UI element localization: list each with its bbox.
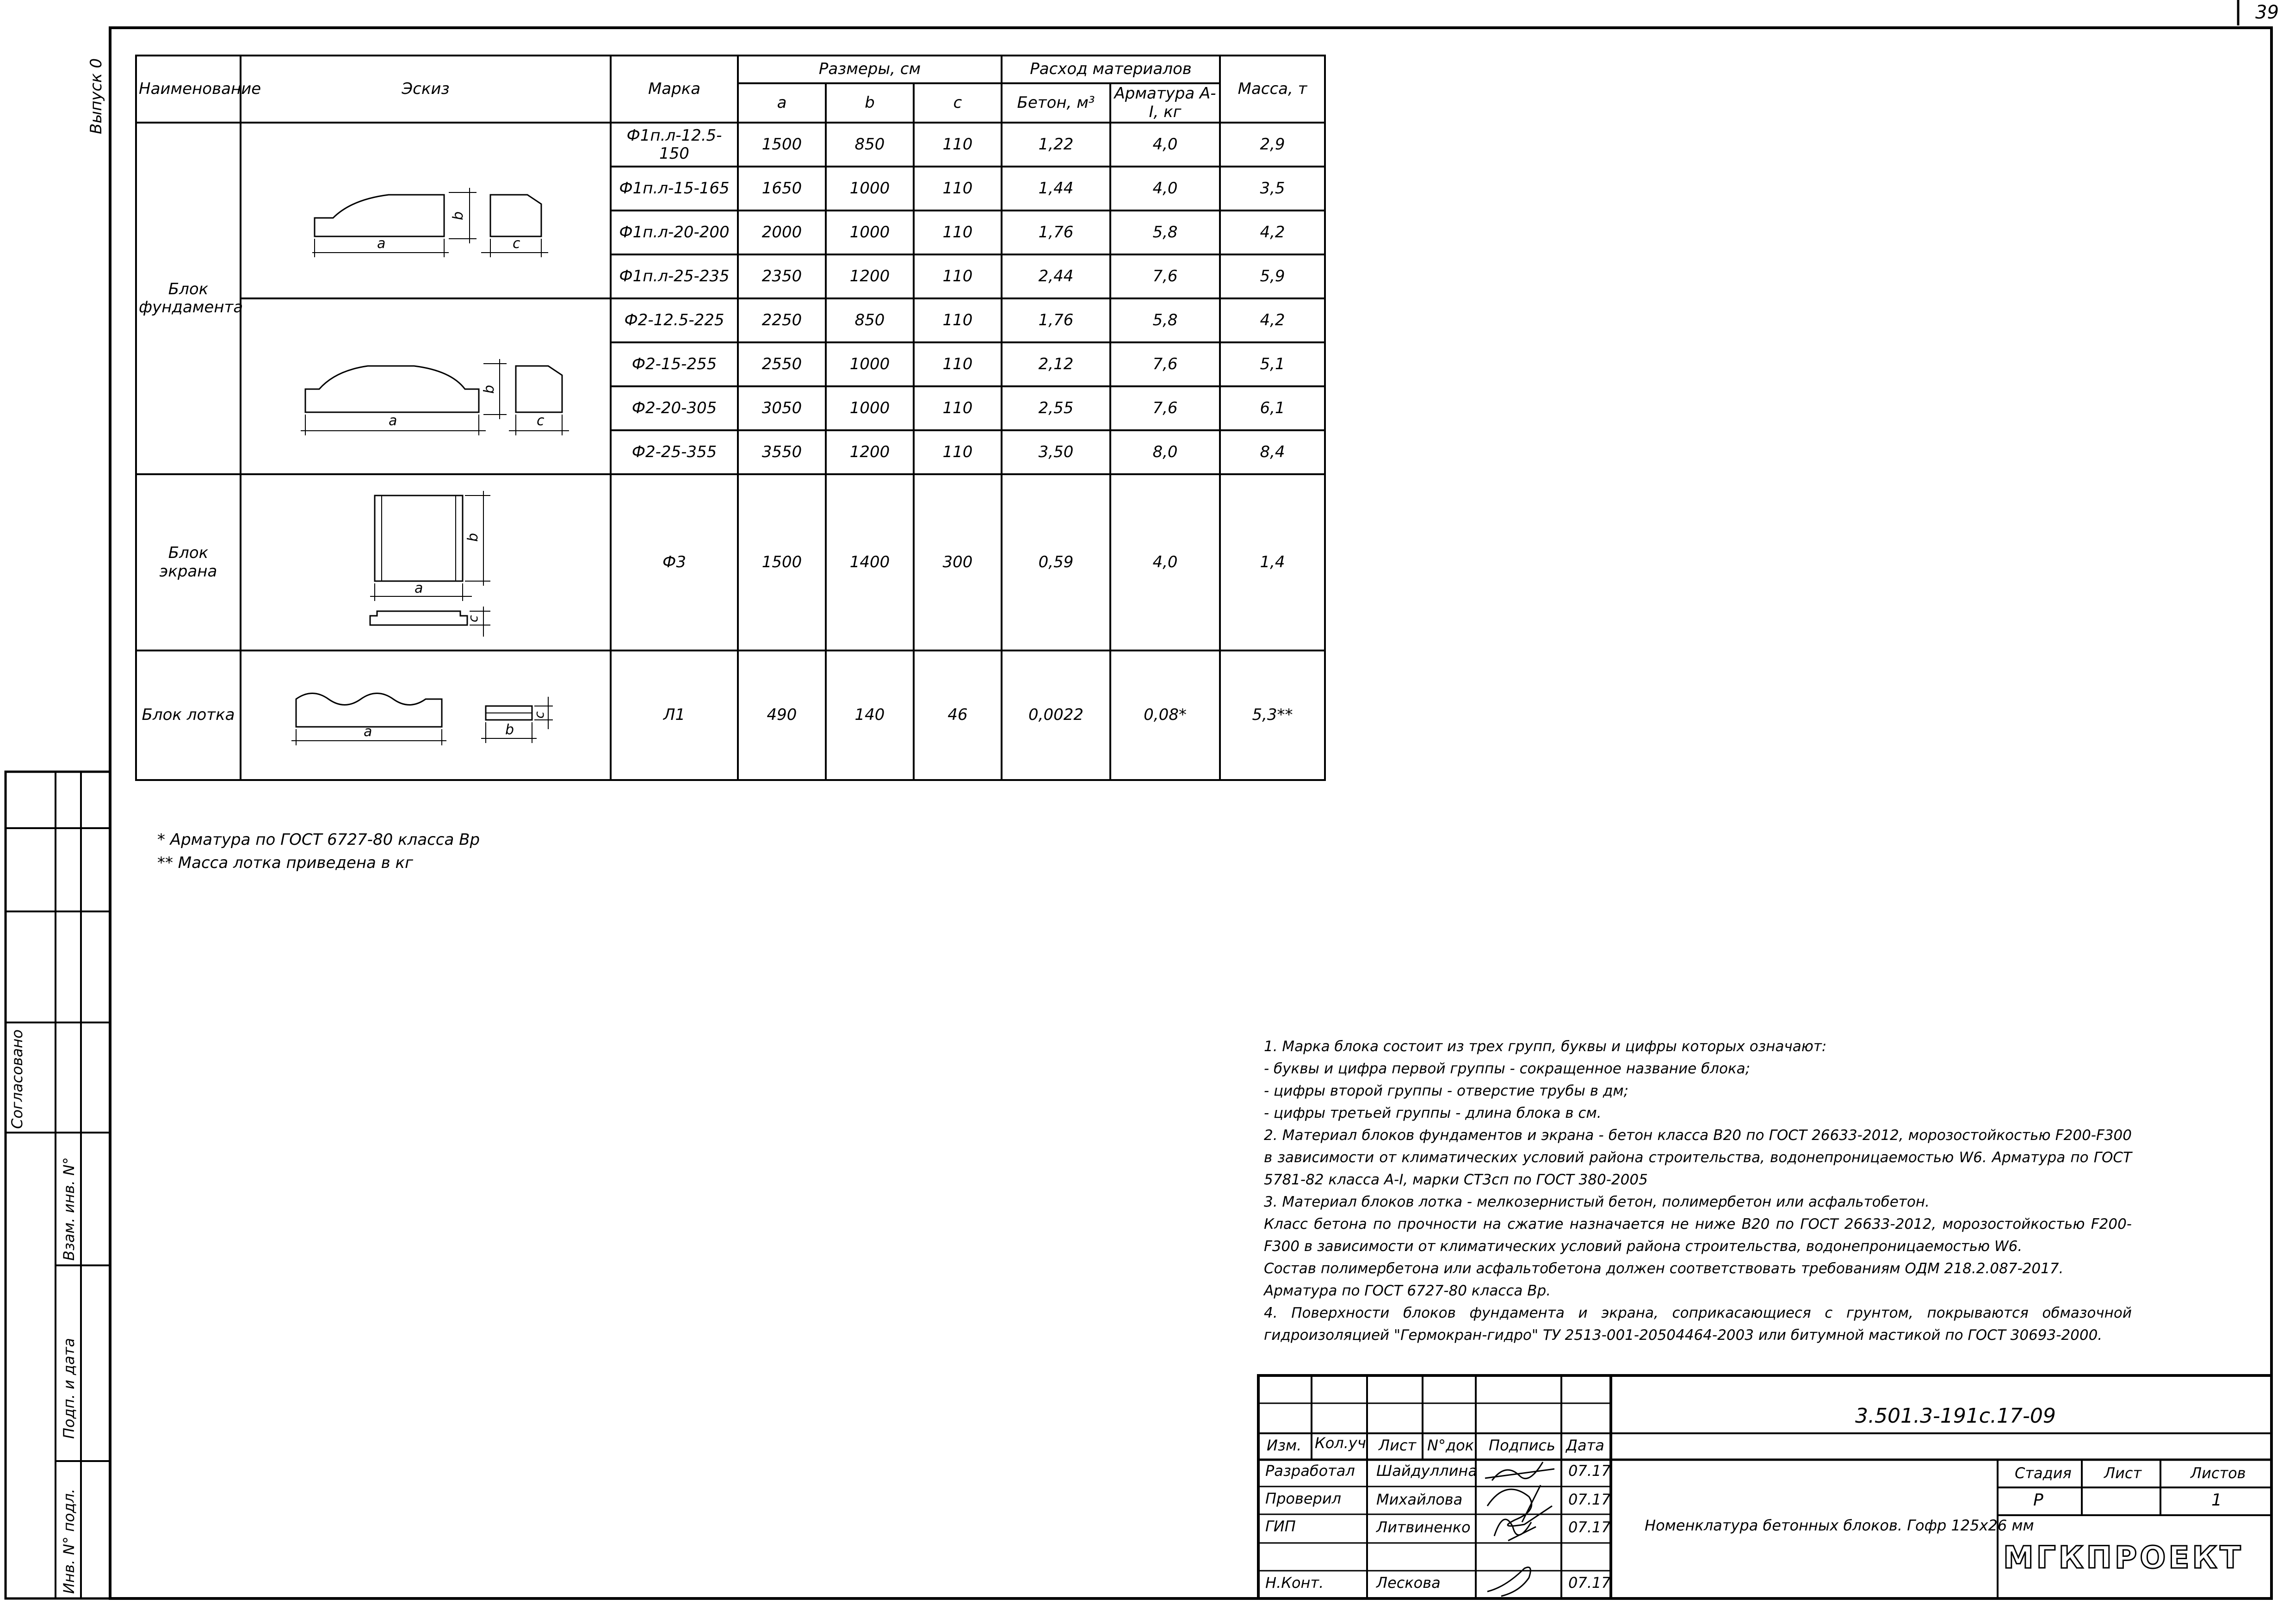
cell-c-7: 110	[914, 430, 1002, 474]
date-developer: 07.17	[1568, 1462, 1611, 1480]
cell-b-6: 1000	[826, 386, 914, 430]
issue-label: Выпуск 0	[87, 58, 105, 134]
signature-marks	[1485, 1462, 1554, 1596]
header-mass: Масса, т	[1220, 56, 1325, 123]
note-line: - цифры второй группы - отверстие трубы в дм;	[1264, 1083, 1629, 1099]
sketch-tray-label-b: b	[505, 722, 514, 738]
role-chief-engineer: ГИП	[1265, 1518, 1296, 1535]
cell-b-1: 1000	[826, 167, 914, 211]
cell-mass-5: 5,1	[1220, 342, 1325, 386]
cell-c-9: 46	[914, 650, 1002, 780]
stage-value: Р	[2033, 1491, 2043, 1510]
cell-a-7: 3550	[738, 430, 826, 474]
cell-rebar-2: 5,8	[1110, 211, 1220, 254]
sheets-label: Листов	[2191, 1464, 2246, 1482]
date-norm-control: 07.17	[1568, 1574, 1611, 1592]
name-chief-engineer: Литвиненко	[1376, 1518, 1471, 1536]
note-line: 2. Материал блоков фундаментов и экрана - бетон класса В20 по ГОСТ 26633-2012, морозостойкостью F200-F300 в зависимости от климатических условий района строительства, водонепроницаемостью W6. Арматура по ГОСТ 5781-82 класса А-I, марки СТ3сп по ГОСТ 380-2005	[1264, 1127, 2132, 1188]
cell-b-2: 1000	[826, 211, 914, 254]
group-tray: Блок лотка	[136, 650, 241, 780]
col-header-qty: Кол.уч	[1315, 1434, 1366, 1452]
sketch-screen-label-b: b	[465, 533, 481, 542]
sketch-f1-drawing	[282, 149, 569, 269]
sketch-tray-label-c: c	[532, 711, 547, 719]
sketch-screen-label-c: c	[465, 615, 481, 623]
cell-mark-0: Ф1п.л-12.5-150	[611, 123, 738, 167]
cell-concrete-2: 1,76	[1002, 211, 1110, 254]
side-ref-inv: Взам. инв. N°	[60, 1157, 78, 1261]
cell-a-8: 1500	[738, 474, 826, 650]
cell-mark-7: Ф2-25-355	[611, 430, 738, 474]
footnotes	[157, 828, 480, 874]
cell-concrete-3: 2,44	[1002, 254, 1110, 298]
cell-a-9: 490	[738, 650, 826, 780]
sketch-f2-label-b: b	[481, 384, 497, 394]
cell-c-1: 110	[914, 167, 1002, 211]
sketch-f1-label-c: c	[513, 235, 520, 252]
cell-c-6: 110	[914, 386, 1002, 430]
date-chief-engineer: 07.17	[1568, 1518, 1611, 1536]
header-sketch: Эскиз	[241, 56, 611, 123]
cell-c-5: 110	[914, 342, 1002, 386]
note-line: 3. Материал блоков лотка - мелкозернистый бетон, полимербетон или асфальтобетон.	[1264, 1194, 1930, 1210]
col-header-signature: Подпись	[1489, 1437, 1555, 1454]
group-foundation: Блок фундамента	[136, 123, 241, 474]
note-line: Состав полимербетона или асфальтобетона должен соответствовать требованиям ОДМ 218.2.087-2017.	[1264, 1260, 2064, 1277]
footnote-rebar: * Арматура по ГОСТ 6727-80 класса Вр	[157, 830, 480, 849]
sketch-foundation-f1	[241, 123, 611, 298]
header-dims: Размеры, см	[738, 56, 1002, 83]
sheet-label: Лист	[2104, 1464, 2142, 1482]
doc-code: 3.501.3-191с.17-09	[1855, 1404, 2056, 1428]
cell-a-4: 2250	[738, 298, 826, 342]
cell-mass-8: 1,4	[1220, 474, 1325, 650]
cell-b-7: 1200	[826, 430, 914, 474]
header-c: c	[914, 83, 1002, 123]
cell-mass-6: 6,1	[1220, 386, 1325, 430]
sketch-f2-drawing	[275, 320, 576, 449]
col-header-change: Изм.	[1267, 1437, 1302, 1454]
cell-mass-0: 2,9	[1220, 123, 1325, 167]
sketch-f2-label-c: c	[537, 412, 545, 429]
side-sign-date: Подп. и дата	[60, 1338, 78, 1439]
sketch-f2-label-a: a	[389, 412, 397, 429]
sketch-f1-label-b: b	[450, 211, 466, 220]
side-orig-inv: Инв. N° подл.	[60, 1488, 78, 1594]
role-norm-control: Н.Конт.	[1265, 1574, 1324, 1592]
name-norm-control: Лескова	[1376, 1574, 1441, 1592]
header-materials: Расход материалов	[1002, 56, 1220, 83]
note-line: - цифры третьей группы - длина блока в см.	[1264, 1105, 1602, 1121]
cell-mass-3: 5,9	[1220, 254, 1325, 298]
cell-b-3: 1200	[826, 254, 914, 298]
cell-rebar-1: 4,0	[1110, 167, 1220, 211]
cell-rebar-5: 7,6	[1110, 342, 1220, 386]
cell-concrete-9: 0,0022	[1002, 650, 1110, 780]
name-checker: Михайлова	[1376, 1491, 1463, 1508]
cell-rebar-4: 5,8	[1110, 298, 1220, 342]
sketch-tray	[241, 650, 611, 780]
note-line: - буквы и цифра первой группы - сокращенное название блока;	[1264, 1060, 1751, 1077]
cell-b-4: 850	[826, 298, 914, 342]
sketch-f1-label-a: a	[377, 235, 386, 252]
sheet-number: 39	[2255, 2, 2279, 23]
sheet-title: Номенклатура бетонных блоков. Гофр 125х26 мм	[1645, 1517, 2034, 1534]
cell-concrete-5: 2,12	[1002, 342, 1110, 386]
cell-c-3: 110	[914, 254, 1002, 298]
company-logo: МГКПРОЕКТ	[2003, 1540, 2244, 1575]
cell-rebar-6: 7,6	[1110, 386, 1220, 430]
cell-concrete-4: 1,76	[1002, 298, 1110, 342]
sketch-tray-drawing	[278, 667, 574, 759]
header-concrete: Бетон, м³	[1002, 83, 1110, 123]
role-developer: Разработал	[1265, 1462, 1355, 1480]
sketch-foundation-f2	[241, 298, 611, 474]
cell-a-2: 2000	[738, 211, 826, 254]
cell-b-0: 850	[826, 123, 914, 167]
cell-rebar-9: 0,08*	[1110, 650, 1220, 780]
col-header-sheet: Лист	[1379, 1437, 1417, 1454]
header-b: b	[826, 83, 914, 123]
cell-b-9: 140	[826, 650, 914, 780]
cell-rebar-8: 4,0	[1110, 474, 1220, 650]
cell-rebar-3: 7,6	[1110, 254, 1220, 298]
sketch-screen	[241, 474, 611, 650]
name-developer: Шайдуллина	[1376, 1462, 1477, 1480]
note-line: 1. Марка блока состоит из трех групп, буквы и цифры которых означают:	[1264, 1038, 1827, 1055]
cell-a-3: 2350	[738, 254, 826, 298]
cell-a-0: 1500	[738, 123, 826, 167]
cell-concrete-8: 0,59	[1002, 474, 1110, 650]
cell-mark-8: Ф3	[611, 474, 738, 650]
cell-concrete-6: 2,55	[1002, 386, 1110, 430]
cell-concrete-7: 3,50	[1002, 430, 1110, 474]
sketch-screen-drawing	[333, 477, 518, 644]
cell-rebar-7: 8,0	[1110, 430, 1220, 474]
cell-b-5: 1000	[826, 342, 914, 386]
col-header-docnum: N°док	[1427, 1437, 1474, 1454]
cell-concrete-0: 1,22	[1002, 123, 1110, 167]
sketch-tray-label-a: a	[364, 724, 372, 740]
group-screen: Блок экрана	[136, 474, 241, 650]
cell-a-1: 1650	[738, 167, 826, 211]
cell-mark-9: Л1	[611, 650, 738, 780]
note-line: 4. Поверхности блоков фундамента и экрана, соприкасающиеся с грунтом, покрываются обмазочной гидроизоляцией "Гермокран-гидро" ТУ 2513-001-20504464-2003 или битумной мастикой по ГОСТ 30693-2000.	[1264, 1305, 2132, 1344]
cell-mark-5: Ф2-15-255	[611, 342, 738, 386]
cell-c-4: 110	[914, 298, 1002, 342]
date-checker: 07.17	[1568, 1491, 1611, 1508]
header-a: a	[738, 83, 826, 123]
cell-c-8: 300	[914, 474, 1002, 650]
header-mark: Марка	[611, 56, 738, 123]
cell-mark-6: Ф2-20-305	[611, 386, 738, 430]
cell-mark-4: Ф2-12.5-225	[611, 298, 738, 342]
side-agreed: Согласовано	[8, 1029, 26, 1129]
cell-a-5: 2550	[738, 342, 826, 386]
cell-c-0: 110	[914, 123, 1002, 167]
cell-rebar-0: 4,0	[1110, 123, 1220, 167]
sketch-screen-label-a: a	[415, 580, 423, 597]
cell-mass-7: 8,4	[1220, 430, 1325, 474]
cell-a-6: 3050	[738, 386, 826, 430]
cell-mass-2: 4,2	[1220, 211, 1325, 254]
sheets-value: 1	[2211, 1491, 2222, 1510]
cell-c-2: 110	[914, 211, 1002, 254]
stage-label: Стадия	[2015, 1464, 2072, 1482]
footnote-tray-mass: ** Масса лотка приведена в кг	[157, 854, 413, 872]
cell-mark-3: Ф1п.л-25-235	[611, 254, 738, 298]
col-header-date: Дата	[1566, 1437, 1604, 1454]
header-rebar: Арматура А-I, кг	[1110, 83, 1220, 123]
cell-b-8: 1400	[826, 474, 914, 650]
header-name: Наименование	[136, 56, 241, 123]
general-notes	[1264, 1035, 2132, 1346]
cell-concrete-1: 1,44	[1002, 167, 1110, 211]
cell-mass-4: 4,2	[1220, 298, 1325, 342]
note-line: Класс бетона по прочности на сжатие назначается не ниже В20 по ГОСТ 26633-2012, морозостойкостью F200-F300 в зависимости от климатических условий района строительства, водонепроницаемостью W6.	[1264, 1216, 2132, 1255]
block-spec-table	[135, 55, 1326, 781]
cell-mass-1: 3,5	[1220, 167, 1325, 211]
cell-mass-9: 5,3**	[1220, 650, 1325, 780]
cell-mark-2: Ф1п.л-20-200	[611, 211, 738, 254]
note-line: Арматура по ГОСТ 6727-80 класса Вр.	[1264, 1282, 1551, 1299]
cell-mark-1: Ф1п.л-15-165	[611, 167, 738, 211]
role-checker: Проверил	[1265, 1490, 1342, 1507]
